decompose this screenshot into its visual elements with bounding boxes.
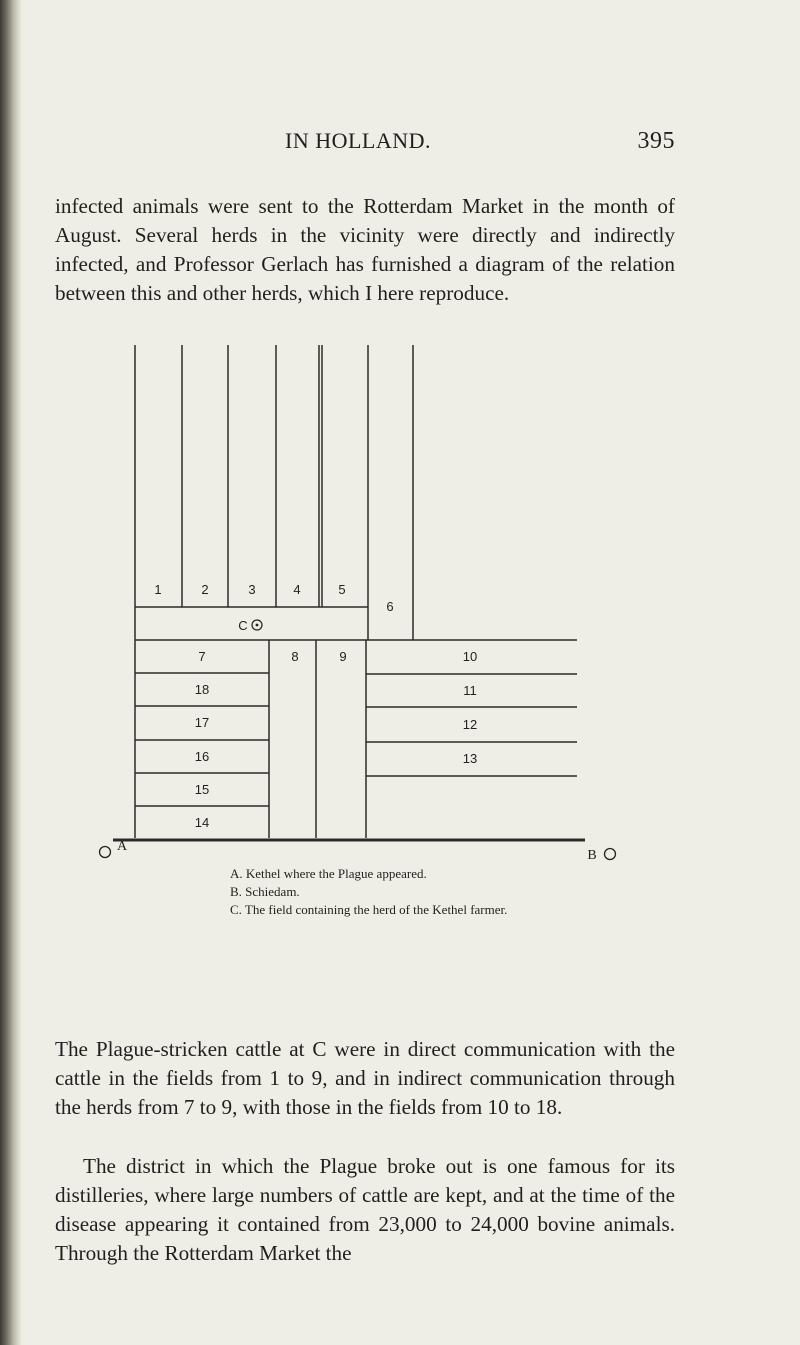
communication-paragraph: The Plague-stricken cattle at C were in direct communication with the cattle in the fields from 1 to 9, and in indirect communication through the herds from 7 to 9, with those in the fields from 10 to 18. [55, 1037, 675, 1119]
field-c-label: C [238, 618, 248, 633]
field-label: 16 [194, 749, 210, 764]
field-label: 18 [194, 682, 210, 697]
field-label: 9 [339, 649, 347, 664]
field-label: 14 [194, 815, 210, 830]
legend-item: C. The field containing the herd of the Kethel farmer. [230, 902, 508, 917]
running-title: IN HOLLAND. [285, 128, 432, 153]
district-paragraph: The district in which the Plague broke out is one famous for its distilleries, where large numbers of cattle are kept, and at the time of the disease appearing it contained from 23,000 to 24,000 bovine animals. Through the Rotterdam Market the [55, 1154, 675, 1265]
field-label: 11 [463, 683, 477, 698]
point-b-marker [605, 849, 616, 860]
field-label: 2 [201, 582, 209, 597]
field-label: 12 [462, 717, 478, 732]
field-label: 7 [198, 649, 206, 664]
point-b-label: B [587, 848, 597, 863]
point-a-marker [100, 847, 111, 858]
field-label: 13 [462, 751, 478, 766]
field-label: 1 [154, 582, 162, 597]
intro-paragraph: infected animals were sent to the Rotterdam Market in the month of August. Several herds in the vicinity were directly and indirectly infected, and Professor Gerlach has furnished a diagram of the relation between this and other herds, which I here reproduce. [55, 194, 675, 305]
legend-item: A. Kethel where the Plague appeared. [230, 866, 427, 881]
field-label: 5 [338, 582, 346, 597]
field-label: 6 [386, 599, 394, 614]
field-label: 10 [462, 649, 478, 664]
diagram-legend [230, 865, 507, 919]
field-label: 4 [293, 582, 301, 597]
point-a-label: A [116, 839, 128, 854]
field-c-marker-dot [256, 624, 259, 627]
field-label: 3 [248, 582, 256, 597]
legend-item: B. Schiedam. [230, 884, 300, 899]
field-label: 17 [194, 715, 210, 730]
field-label: 15 [194, 782, 210, 797]
page-number: 395 [637, 128, 675, 154]
field-label: 8 [291, 649, 299, 664]
